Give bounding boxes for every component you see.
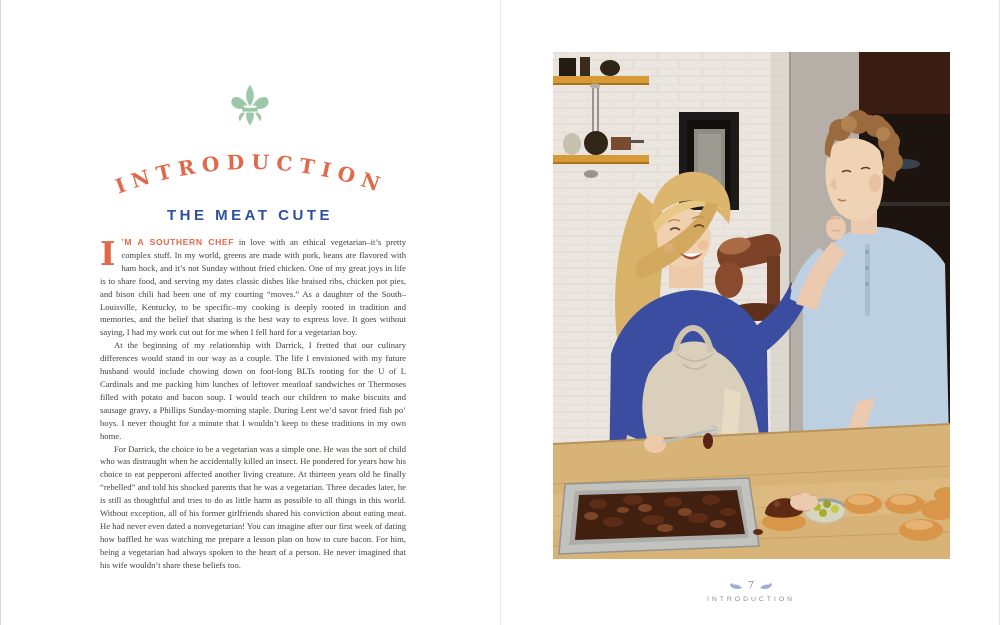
chapter-title-arch (98, 138, 404, 204)
svg-text:INTRODUCTION (112, 150, 390, 199)
chapter-title (98, 138, 404, 204)
leaf-flourish-right-icon (759, 582, 773, 591)
kitchen-photo-illustration (553, 52, 950, 559)
chapter-title-text: INTRODUCTION (112, 149, 390, 199)
fleur-de-lis-icon (227, 80, 273, 134)
lead-in-phrase: ’M A SOUTHERN CHEF (121, 237, 235, 247)
body-text (100, 236, 406, 572)
page-footer (501, 580, 1000, 604)
paragraph-1-text: in love with an ethical vegetarian–it’s pretty complex stuff. In my world, greens are made with pork, beans are flavored with ham hock, and it’s not Sunday without fried chicken. One of my great joys in life is to share food, and serving my dates classic dishes like braised ribs, chicken pot pies, and bison chili had been one of my courting “moves.” As a daughter of the South–Louisville, Kentucky, to be specific–my cooking is deeply rooted in tradition and memories, and the belief that sharing is the best way to express love. It goes without saying, I had my work cut out for me when I fell hard for a vegetarian boy. (100, 237, 406, 338)
bacon-tray (559, 478, 763, 554)
drop-cap: I (100, 234, 116, 273)
chapter-ornament (100, 80, 400, 139)
paragraph-1 (100, 236, 406, 339)
chapter-subtitle: THE MEAT CUTE (166, 207, 334, 224)
man-hand-on-counter (790, 493, 818, 511)
left-page (1, 0, 501, 625)
folio-line (501, 580, 1000, 592)
leaf-flourish-left-icon (729, 582, 743, 591)
footer-section-label: INTRODUCTION (706, 596, 796, 603)
page-number: 7 (747, 580, 755, 592)
paragraph-3: For Darrick, the choice to be a vegetarian was a simple one. He was the sort of child who was distraught when he accidentally killed an insect. He pondered for years how his choice to eat pepperoni affected another living creature. At thirteen years old he finally “rebelled” and told his shocked parents that he was a vegetarian. Three decades later, he is still as thoughtful and tries to do as little harm as possible to all things in this world. Without exception, all of his former girlfriends shared his conviction about eating meat. He had never even dated a nonvegetarian! You can imagine after our first week of dating how baffled he was watching me prepare a lesson plan on how to cure bacon. For him, being a vegetarian had always spoken to the heart of a person. He never imagined that his wife wouldn’t share these beliefs too. (100, 443, 406, 570)
paragraph-2: At the beginning of my relationship with Darrick, I fretted that our culinary differences would stand in our way as a couple. The life I envisioned with my future husband would include chowing down on foot-long BLTs rooting for the U of L Cardinals and me packing him lunches of leftover meatloaf sandwiches or Thermoses filled with potato and bacon soup. I would teach our children to make biscuits and sausage gravy, a Phillips Sunday-morning staple. During Lent we’d savor fried fish po’ boys. I never thought for a minute that I wouldn’t keep to these traditions in my own home. (100, 340, 406, 441)
right-page (501, 0, 1000, 625)
kitchen-photo (553, 52, 950, 559)
